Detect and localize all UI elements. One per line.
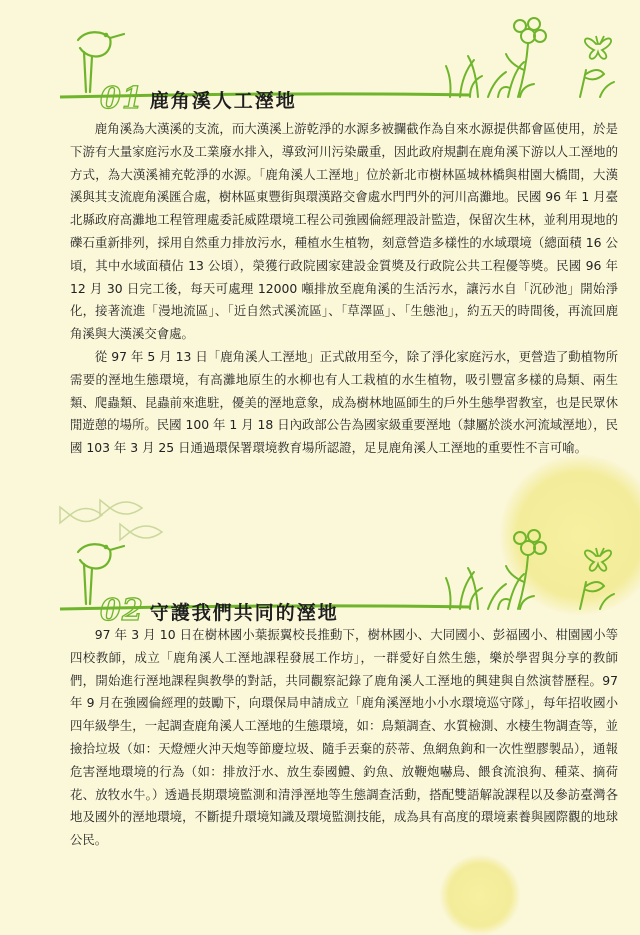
fish-icon — [60, 500, 162, 540]
section-1-number: 01 — [100, 81, 144, 116]
section-2-paragraph-1: 97 年 3 月 10 日在樹林國小葉振翼校長推動下，樹林國小、大同國小、彭福國小、柑園國小等四校教師，成立「鹿角溪人工溼地課程發展工作坊」，一群愛好自然生態，樂於學習與分享的教師們，開始進行溼地課程與教學的對話，共同觀察記錄了鹿角溪人工溼地的興建與自然演替歷程。97 年 9 月在強國倫經理的鼓勵下，向環保局申請成立「鹿角溪溼地小小水環境巡守隊」，每年招收國小四年級學生，一起調查鹿角溪人工溼地的生態環境，如：鳥類調查、水質檢測、水棲生物調查等，並撿拾垃圾（如：天燈煙火沖天炮等節慶垃圾、隨手丟棄的菸蒂、魚網魚鉤和一次性塑膠製品），通報危害溼地環境的行為（如：排放汙水、放生泰國鱧、釣魚、放鞭炮嚇鳥、餵食流浪狗、種菜、摘荷花、放牧水牛。）透過長期環境監測和清淨溼地等生態調查活動，搭配雙語解說課程以及參訪臺灣各地及國外的溼地環境，不斷提升環境知識及環境監測技能，成為具有高度的環境素養與國際觀的地球公民。 — [70, 627, 618, 848]
section-1-body — [70, 118, 618, 460]
section-1-paragraph-2: 從 97 年 5 月 13 日「鹿角溪人工溼地」正式啟用至今，除了淨化家庭污水，更營造了動植物所需要的溼地生態環境，有高灘地原生的水柳也有人工栽植的水生植物，吸引豐富多樣的鳥類、兩生類、爬蟲類、昆蟲前來進駐，優美的溼地意象，成為樹林地區師生的戶外生態學習教室，也是民眾休閒遊憩的場所。民國 100 年 1 月 18 日內政部公告為國家級重要溼地（隸屬於淡水河流域溼地），民國 103 年 3 月 25 日通過環保署環境教育場所認證，足見鹿角溪人工溼地的重要性不言可喻。 — [70, 348, 618, 456]
section-2-title: 守護我們共同的溼地 — [149, 602, 339, 624]
grass-icon — [446, 568, 534, 609]
section-2-number: 02 — [100, 593, 144, 628]
section-1-title: 鹿角溪人工溼地 — [149, 90, 297, 112]
section-1-paragraph-1: 鹿角溪為大漢溪的支流，而大漢溪上游乾淨的水源多被攔截作為自來水源提供都會區使用，於是下游有大量家庭污水及工業廢水排入，導致河川污染嚴重，因此政府規劃在鹿角溪下游以人工溼地的方式，為大漢溪補充乾淨的水源。「鹿角溪人工溼地」位於新北市樹林區城林橋與柑園大橋間，大漢溪與其支流鹿角溪匯合處，樹林區東豐街與環漢路交會處水門門外的河川高灘地。民國 96 年 1 月臺北縣政府高灘地工程管理處委託威陞環境工程公司強國倫經理設計監造，保留次生林，並利用現地的礫石重新排列，採用自然重力排放污水，種植水生植物，刻意營造多樣性的水域環境（總面積 16 公頃，其中水域面積佔 13 公頃），榮獲行政院國家建設金質獎及行政院公共工程優等獎。民國 96 年 12 月 30 日完工後，每天可處理 12000 噸排放至鹿角溪的生活污水，讓污水自「沉砂池」開始淨化，接著流進「漫地流區」、「近自然式溪流區」、「草澤區」、「生態池」，約五天的時間後，再流回鹿角溪與大漢溪交會處。 — [70, 121, 618, 342]
section-2-heading — [100, 588, 339, 628]
sprout-icon — [580, 582, 614, 609]
section-1-heading — [100, 76, 297, 116]
section-2-body — [70, 624, 618, 852]
sun-decoration-bottom — [440, 855, 520, 935]
butterfly-icon — [585, 548, 611, 571]
